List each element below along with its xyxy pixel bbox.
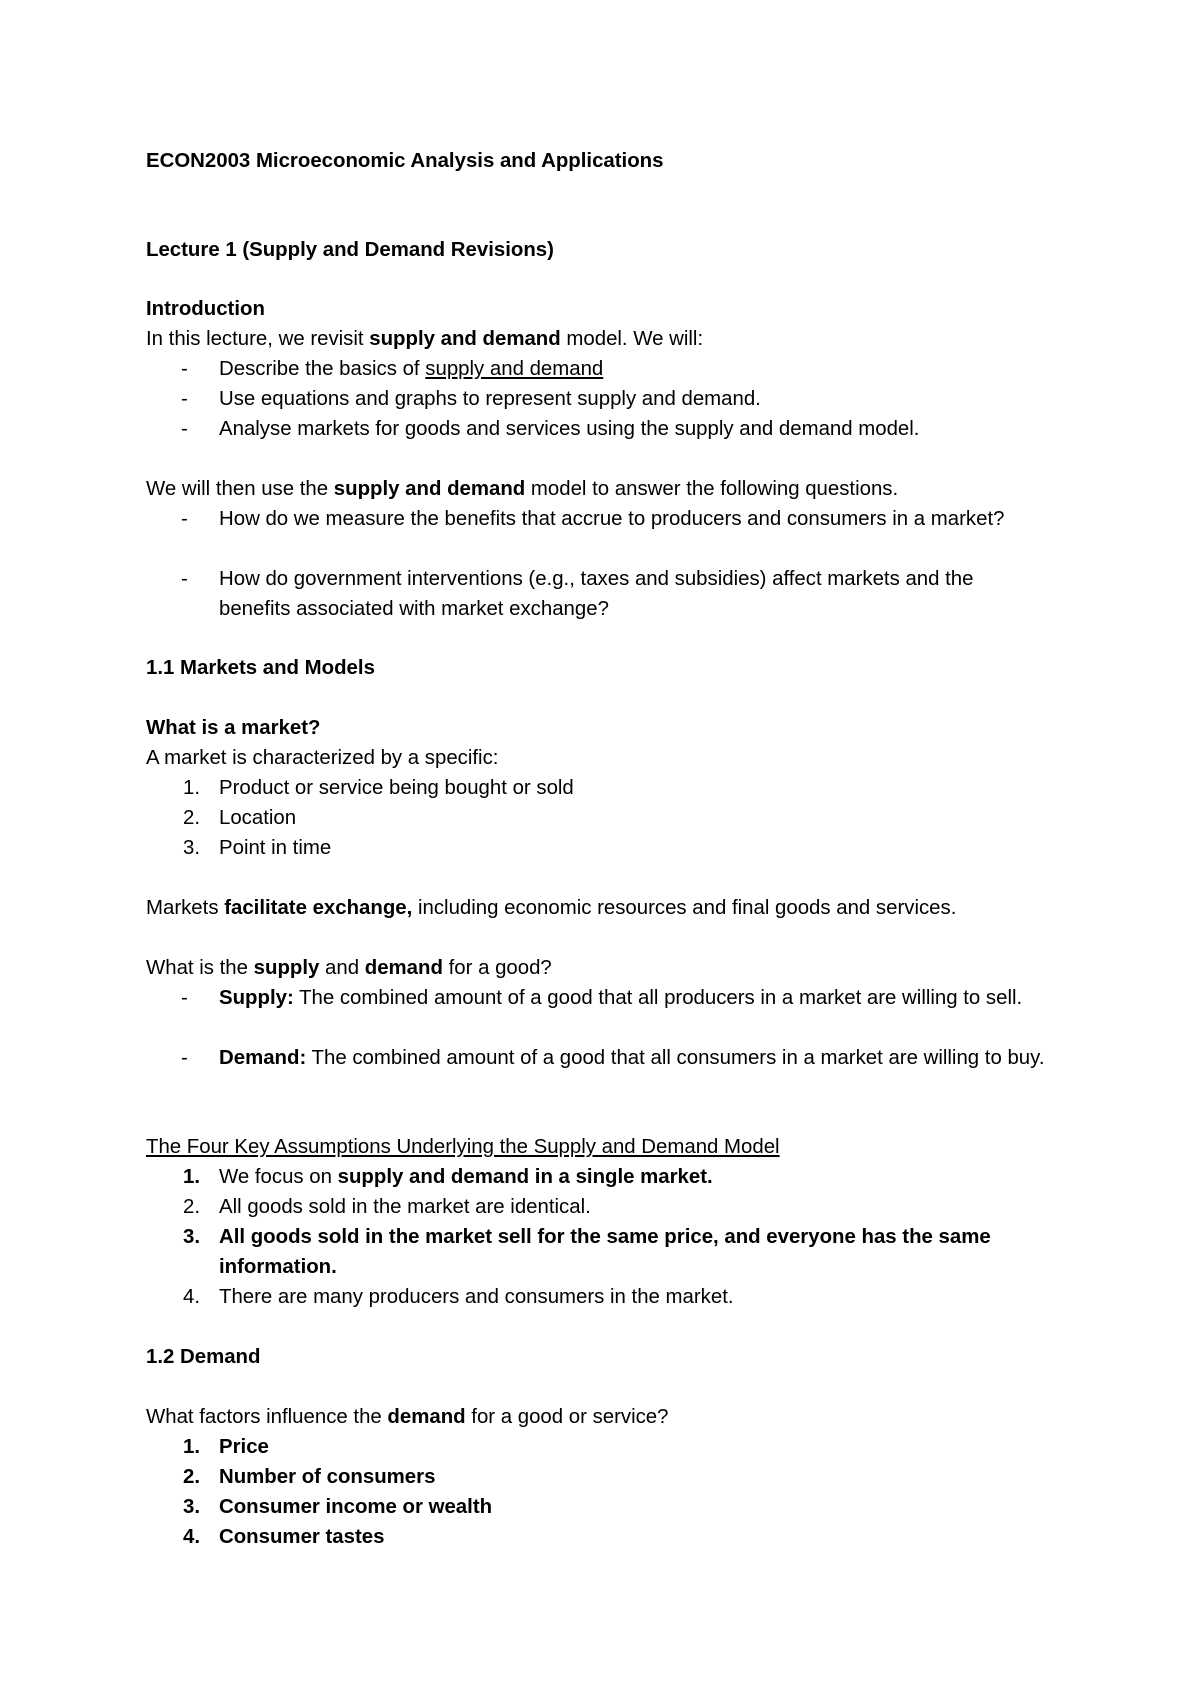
list-item: 1. Price	[146, 1432, 1046, 1462]
bullet-dash: -	[181, 508, 188, 530]
paragraph: What is the supply and demand for a good?	[146, 957, 552, 979]
bullet-dash: -	[181, 418, 188, 440]
section-heading-1-1: 1.1 Markets and Models	[146, 657, 375, 679]
list-number: 4.	[183, 1526, 201, 1548]
list-number: 4.	[183, 1286, 201, 1308]
paragraph: Markets facilitate exchange, including economic resources and final goods and services.	[146, 897, 957, 919]
list-item: 2. Location	[146, 803, 1046, 833]
lecture-heading: Lecture 1 (Supply and Demand Revisions)	[146, 239, 554, 261]
introduction-heading: Introduction	[146, 298, 265, 320]
section-heading-1-2: 1.2 Demand	[146, 1346, 261, 1368]
list-item: - Demand: The combined amount of a good that all consumers in a market are willing to buy.	[146, 1043, 1046, 1073]
list-number: 1.	[183, 1436, 201, 1458]
underlined-term: supply and demand	[425, 358, 604, 380]
list-number: 3.	[183, 1226, 201, 1248]
questions-lead: We will then use the supply and demand model to answer the following questions.	[146, 478, 899, 500]
list-number: 2.	[183, 1466, 201, 1488]
subheading-what-is-market: What is a market?	[146, 717, 321, 739]
bullet-dash: -	[181, 358, 188, 380]
list-number: 3.	[183, 837, 201, 859]
list-item: - Analyse markets for goods and services using the supply and demand model.	[146, 414, 1046, 444]
list-item: 3. Consumer income or wealth	[146, 1492, 1046, 1522]
list-item: 2. Number of consumers	[146, 1462, 1046, 1492]
list-number: 1.	[183, 777, 201, 799]
list-item: - Supply: The combined amount of a good that all producers in a market are willing to sell.	[146, 983, 1046, 1013]
list-item: 3. Point in time	[146, 833, 1046, 863]
bullet-dash: -	[181, 568, 188, 590]
document-title: ECON2003 Microeconomic Analysis and Applications	[146, 150, 664, 172]
list-item: - Use equations and graphs to represent supply and demand.	[146, 384, 1046, 414]
list-item: - How do we measure the benefits that accrue to producers and consumers in a market?	[146, 504, 1046, 534]
list-number: 2.	[183, 807, 201, 829]
list-item: 1. We focus on supply and demand in a single market.	[146, 1162, 1046, 1192]
list-item: 2. All goods sold in the market are identical.	[146, 1192, 1046, 1222]
bullet-dash: -	[181, 1047, 188, 1069]
list-item: - Describe the basics of supply and demand	[146, 354, 1046, 384]
introduction-lead: In this lecture, we revisit supply and demand model. We will:	[146, 328, 704, 350]
list-item: 3. All goods sold in the market sell for the same price, and everyone has the same information.	[146, 1222, 1046, 1282]
list-number: 3.	[183, 1496, 201, 1518]
list-item: 1. Product or service being bought or sold	[146, 773, 1046, 803]
bullet-dash: -	[181, 388, 188, 410]
paragraph: What factors influence the demand for a good or service?	[146, 1406, 669, 1428]
assumptions-heading: The Four Key Assumptions Underlying the Supply and Demand Model	[146, 1136, 780, 1158]
list-item: - How do government interventions (e.g., taxes and subsidies) affect markets and the benefits associated with market exchange?	[146, 564, 1046, 624]
list-number: 1.	[183, 1166, 201, 1188]
bullet-dash: -	[181, 987, 188, 1009]
list-item: 4. There are many producers and consumers in the market.	[146, 1282, 1046, 1312]
paragraph: A market is characterized by a specific:	[146, 747, 499, 769]
list-number: 2.	[183, 1196, 201, 1218]
list-item: 4. Consumer tastes	[146, 1522, 1046, 1552]
